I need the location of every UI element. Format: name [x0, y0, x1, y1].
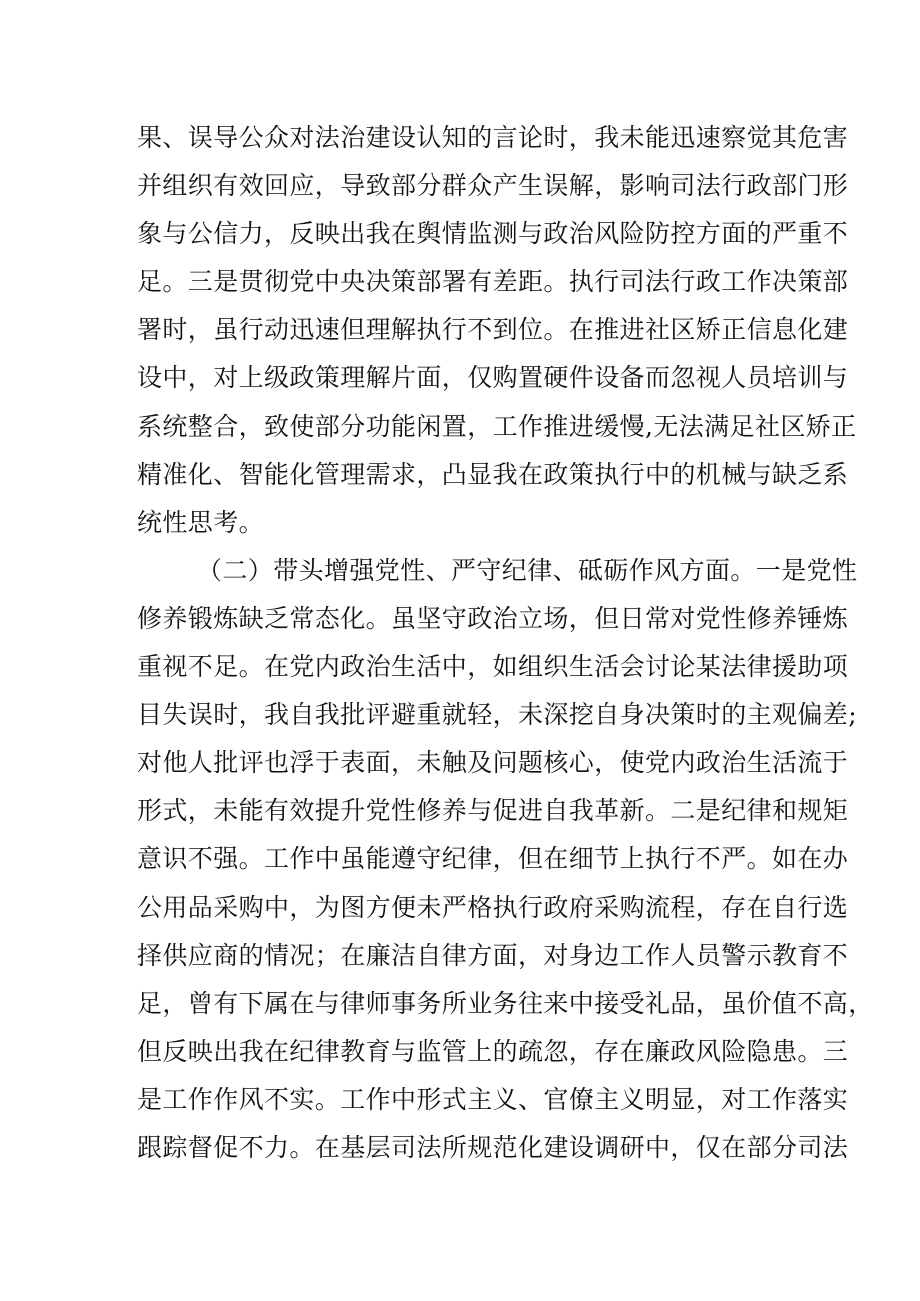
text-line: 跟踪督促不力。在基层司法所规范化建设调研中，仅在部分司法: [137, 1132, 849, 1162]
section-heading-line: （二）带头增强党性、严守纪律、砥砺作风方面。一是党性: [197, 555, 858, 585]
text-line: 果、误导公众对法治建设认知的言论时，我未能迅速察觉其危害: [137, 123, 849, 152]
text-line: 对他人批评也浮于表面，未触及问题核心，使党内政治生活流于: [137, 748, 849, 778]
text-line: 但反映出我在纪律教育与监管上的疏忽，存在廉政风险隐患。三: [137, 1036, 849, 1066]
body-text: [137, 114, 874, 1172]
text-line: 设中，对上级政策理解片面，仅购置硬件设备而忽视人员培训与: [137, 363, 849, 393]
text-line: 署时，虽行动迅速但理解执行不到位。在推进社区矫正信息化建: [137, 315, 849, 345]
text-line: 足，曾有下属在与律师事务所业务往来中接受礼品，虽价值不高，: [137, 988, 874, 1018]
text-line: 精准化、智能化管理需求，凸显我在政策执行中的机械与缺乏系: [137, 459, 849, 489]
text-line: 公用品采购中，为图方便未严格执行政府采购流程，存在自行选: [137, 892, 849, 922]
text-line: 象与公信力，反映出我在舆情监测与政治风险防控方面的严重不: [137, 219, 849, 249]
text-line: 意识不强。工作中虽能遵守纪律，但在细节上执行不严。如在办: [137, 844, 849, 874]
text-line: 是工作作风不实。工作中形式主义、官僚主义明显，对工作落实: [137, 1084, 849, 1114]
text-line: 足。三是贯彻党中央决策部署有差距。执行司法行政工作决策部: [137, 267, 849, 297]
text-line: 择供应商的情况；在廉洁自律方面，对身边工作人员警示教育不: [137, 940, 849, 970]
text-line: 统性思考。: [137, 507, 265, 537]
text-line: 重视不足。在党内政治生活中，如组织生活会讨论某法律援助项: [137, 652, 849, 682]
text-line: 目失误时，我自我批评避重就轻，未深挖自身决策时的主观偏差;: [137, 700, 858, 730]
text-line: 并组织有效回应，导致部分群众产生误解，影响司法行政部门形: [137, 171, 849, 201]
text-line: 修养锻炼缺乏常态化。虽坚守政治立场，但日常对党性修养锤炼: [137, 603, 849, 633]
text-line: 系统整合，致使部分功能闲置，工作推进缓慢,无法满足社区矫正: [137, 411, 857, 441]
text-line: 形式，未能有效提升党性修养与促进自我革新。二是纪律和规矩: [137, 796, 849, 826]
